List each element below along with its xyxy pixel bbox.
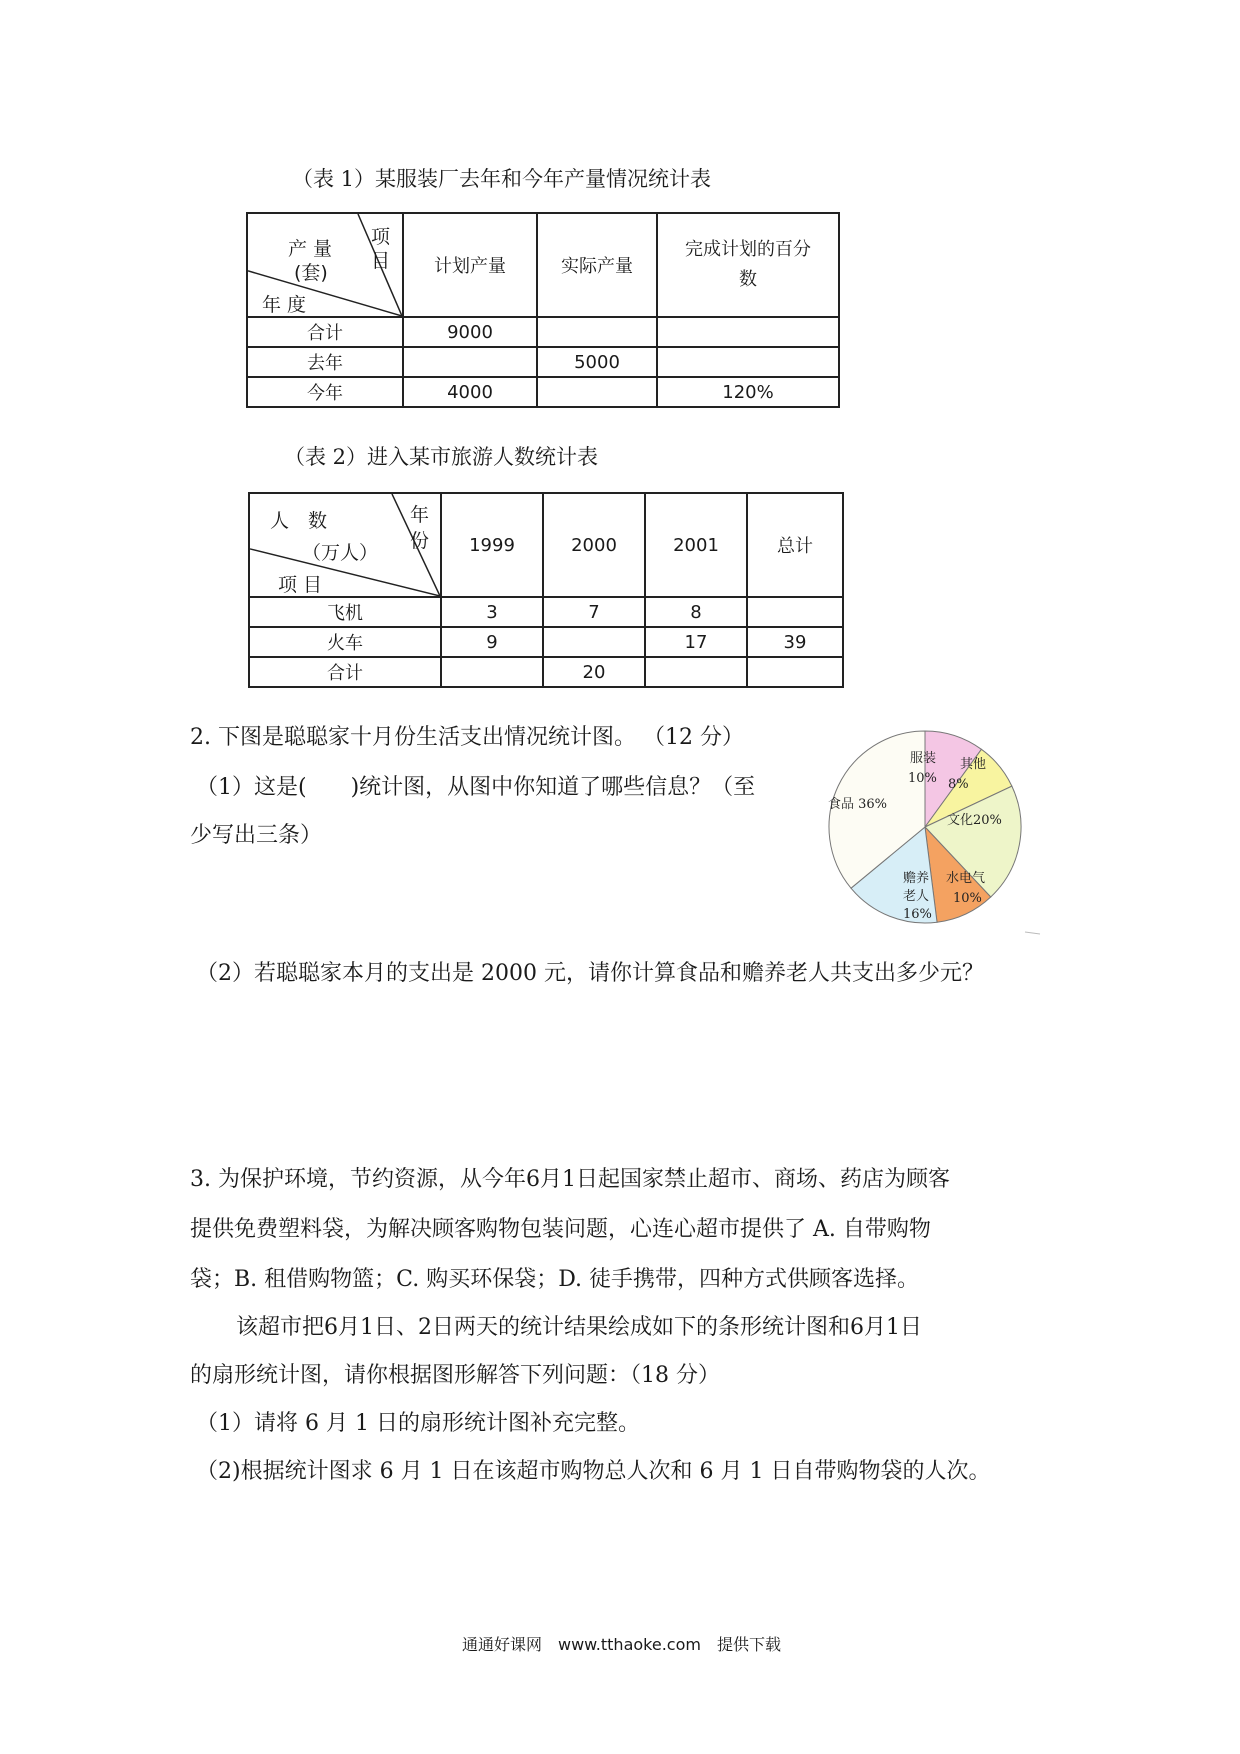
table1-cell: 合计 <box>247 317 403 347</box>
table1-header-percent-line1: 完成计划的百分 <box>685 239 811 260</box>
table1-corner-item-2: 目 <box>371 250 391 272</box>
table1-cell <box>657 347 839 377</box>
pie-label-clothing: 服装 <box>910 751 937 766</box>
table1-cell: 今年 <box>247 377 403 407</box>
table1-corner-unit: (套) <box>294 262 328 284</box>
table1-corner-item-1: 项 <box>371 226 391 248</box>
pie-label-culture: 文化20% <box>947 813 1002 828</box>
table2-corner-year-2: 份 <box>410 530 430 552</box>
table1-cell <box>403 347 537 377</box>
q3-line3: 袋；B. 租借购物篮；C. 购买环保袋；D. 徒手携带，四种方式供顾客选择。 <box>190 1267 920 1292</box>
pie-label-food: 食品 36% <box>828 797 888 812</box>
table2-cell: 20 <box>543 657 645 687</box>
q2-sub1-line2: 少写出三条） <box>190 823 323 848</box>
table2-corner-item: 项 目 <box>278 574 323 596</box>
table2-cell: 7 <box>543 597 645 627</box>
table2-cell: 9 <box>441 627 543 657</box>
table1-cell: 5000 <box>537 347 657 377</box>
pie-label-elder-2: 老人 <box>903 889 930 904</box>
table1-header-actual: 实际产量 <box>537 213 657 317</box>
table1-caption: （表 1）某服装厂去年和今年产量情况统计表 <box>292 167 712 191</box>
table2-cell: 飞机 <box>249 597 441 627</box>
q3-line1: 3. 为保护环境，节约资源，从今年6月1日起国家禁止超市、商场、药店为顾客 <box>190 1167 950 1192</box>
table1 <box>246 212 840 408</box>
table1-header-plan: 计划产量 <box>403 213 537 317</box>
table2-corner-unit: （万人） <box>302 542 379 564</box>
table2-header-1999: 1999 <box>441 493 543 597</box>
table1-cell: 4000 <box>403 377 537 407</box>
table2-cell <box>441 657 543 687</box>
table2-cell: 17 <box>645 627 747 657</box>
table2-header-total: 总计 <box>747 493 843 597</box>
table2-cell: 合计 <box>249 657 441 687</box>
table2-header-2000: 2000 <box>543 493 645 597</box>
pie-label-utilities: 水电气 <box>946 871 986 886</box>
pie-label-other-value: 8% <box>948 777 969 792</box>
q3-sub2: （2)根据统计图求 6 月 1 日在该超市购物总人次和 6 月 1 日自带购物袋的人次。 <box>196 1459 991 1484</box>
table1-cell <box>537 377 657 407</box>
table1-cell <box>537 317 657 347</box>
table2-cell <box>645 657 747 687</box>
table2-corner-cell <box>249 493 441 597</box>
table2-cell: 3 <box>441 597 543 627</box>
q2-title: 2. 下图是聪聪家十月份生活支出情况统计图。 （12 分） <box>190 725 744 750</box>
table2-corner-year-1: 年 <box>410 504 430 526</box>
pie-label-elder-value: 16% <box>903 907 932 922</box>
table1-header-percent-line2: 数 <box>739 269 757 290</box>
table1-cell: 120% <box>657 377 839 407</box>
pie-label-elder-1: 赡养 <box>903 871 930 886</box>
table1-cell <box>657 317 839 347</box>
table1-corner-output: 产 量 <box>288 238 333 260</box>
expense-pie-chart <box>820 722 1050 942</box>
table1-header-percent <box>657 213 839 317</box>
table2-corner-count: 人 数 <box>270 510 328 532</box>
table2-cell: 39 <box>747 627 843 657</box>
q3-line4: 该超市把6月1日、2日两天的统计结果绘成如下的条形统计图和6月1日 <box>236 1315 922 1340</box>
table2-cell: 8 <box>645 597 747 627</box>
table2-cell <box>747 597 843 627</box>
table2 <box>248 492 844 688</box>
table2-cell: 火车 <box>249 627 441 657</box>
pie-label-clothing-value: 10% <box>908 771 937 786</box>
q2-sub2: （2）若聪聪家本月的支出是 2000 元，请你计算食品和赡养老人共支出多少元？ <box>196 961 984 986</box>
table1-cell: 去年 <box>247 347 403 377</box>
table2-cell <box>747 657 843 687</box>
q2-sub1-line1: （1）这是( )统计图，从图中你知道了哪些信息？（至 <box>196 775 756 800</box>
pie-label-other: 其他 <box>960 757 987 772</box>
q3-sub1: （1）请将 6 月 1 日的扇形统计图补充完整。 <box>196 1411 640 1436</box>
table1-cell: 9000 <box>403 317 537 347</box>
pie-label-utilities-value: 10% <box>953 891 982 906</box>
page-footer: 通通好课网 www.tthaoke.com 提供下载 <box>462 1635 781 1654</box>
table1-corner-cell <box>247 213 403 317</box>
q3-line2: 提供免费塑料袋，为解决顾客购物包装问题，心连心超市提供了 A. 自带购物 <box>190 1217 931 1242</box>
table2-caption: （表 2）进入某市旅游人数统计表 <box>284 445 599 469</box>
q3-line5: 的扇形统计图，请你根据图形解答下列问题：（18 分） <box>190 1363 720 1388</box>
table2-header-2001: 2001 <box>645 493 747 597</box>
table2-cell <box>543 627 645 657</box>
pie-scan-artifact <box>1025 932 1040 934</box>
table1-corner-year: 年 度 <box>262 294 307 316</box>
